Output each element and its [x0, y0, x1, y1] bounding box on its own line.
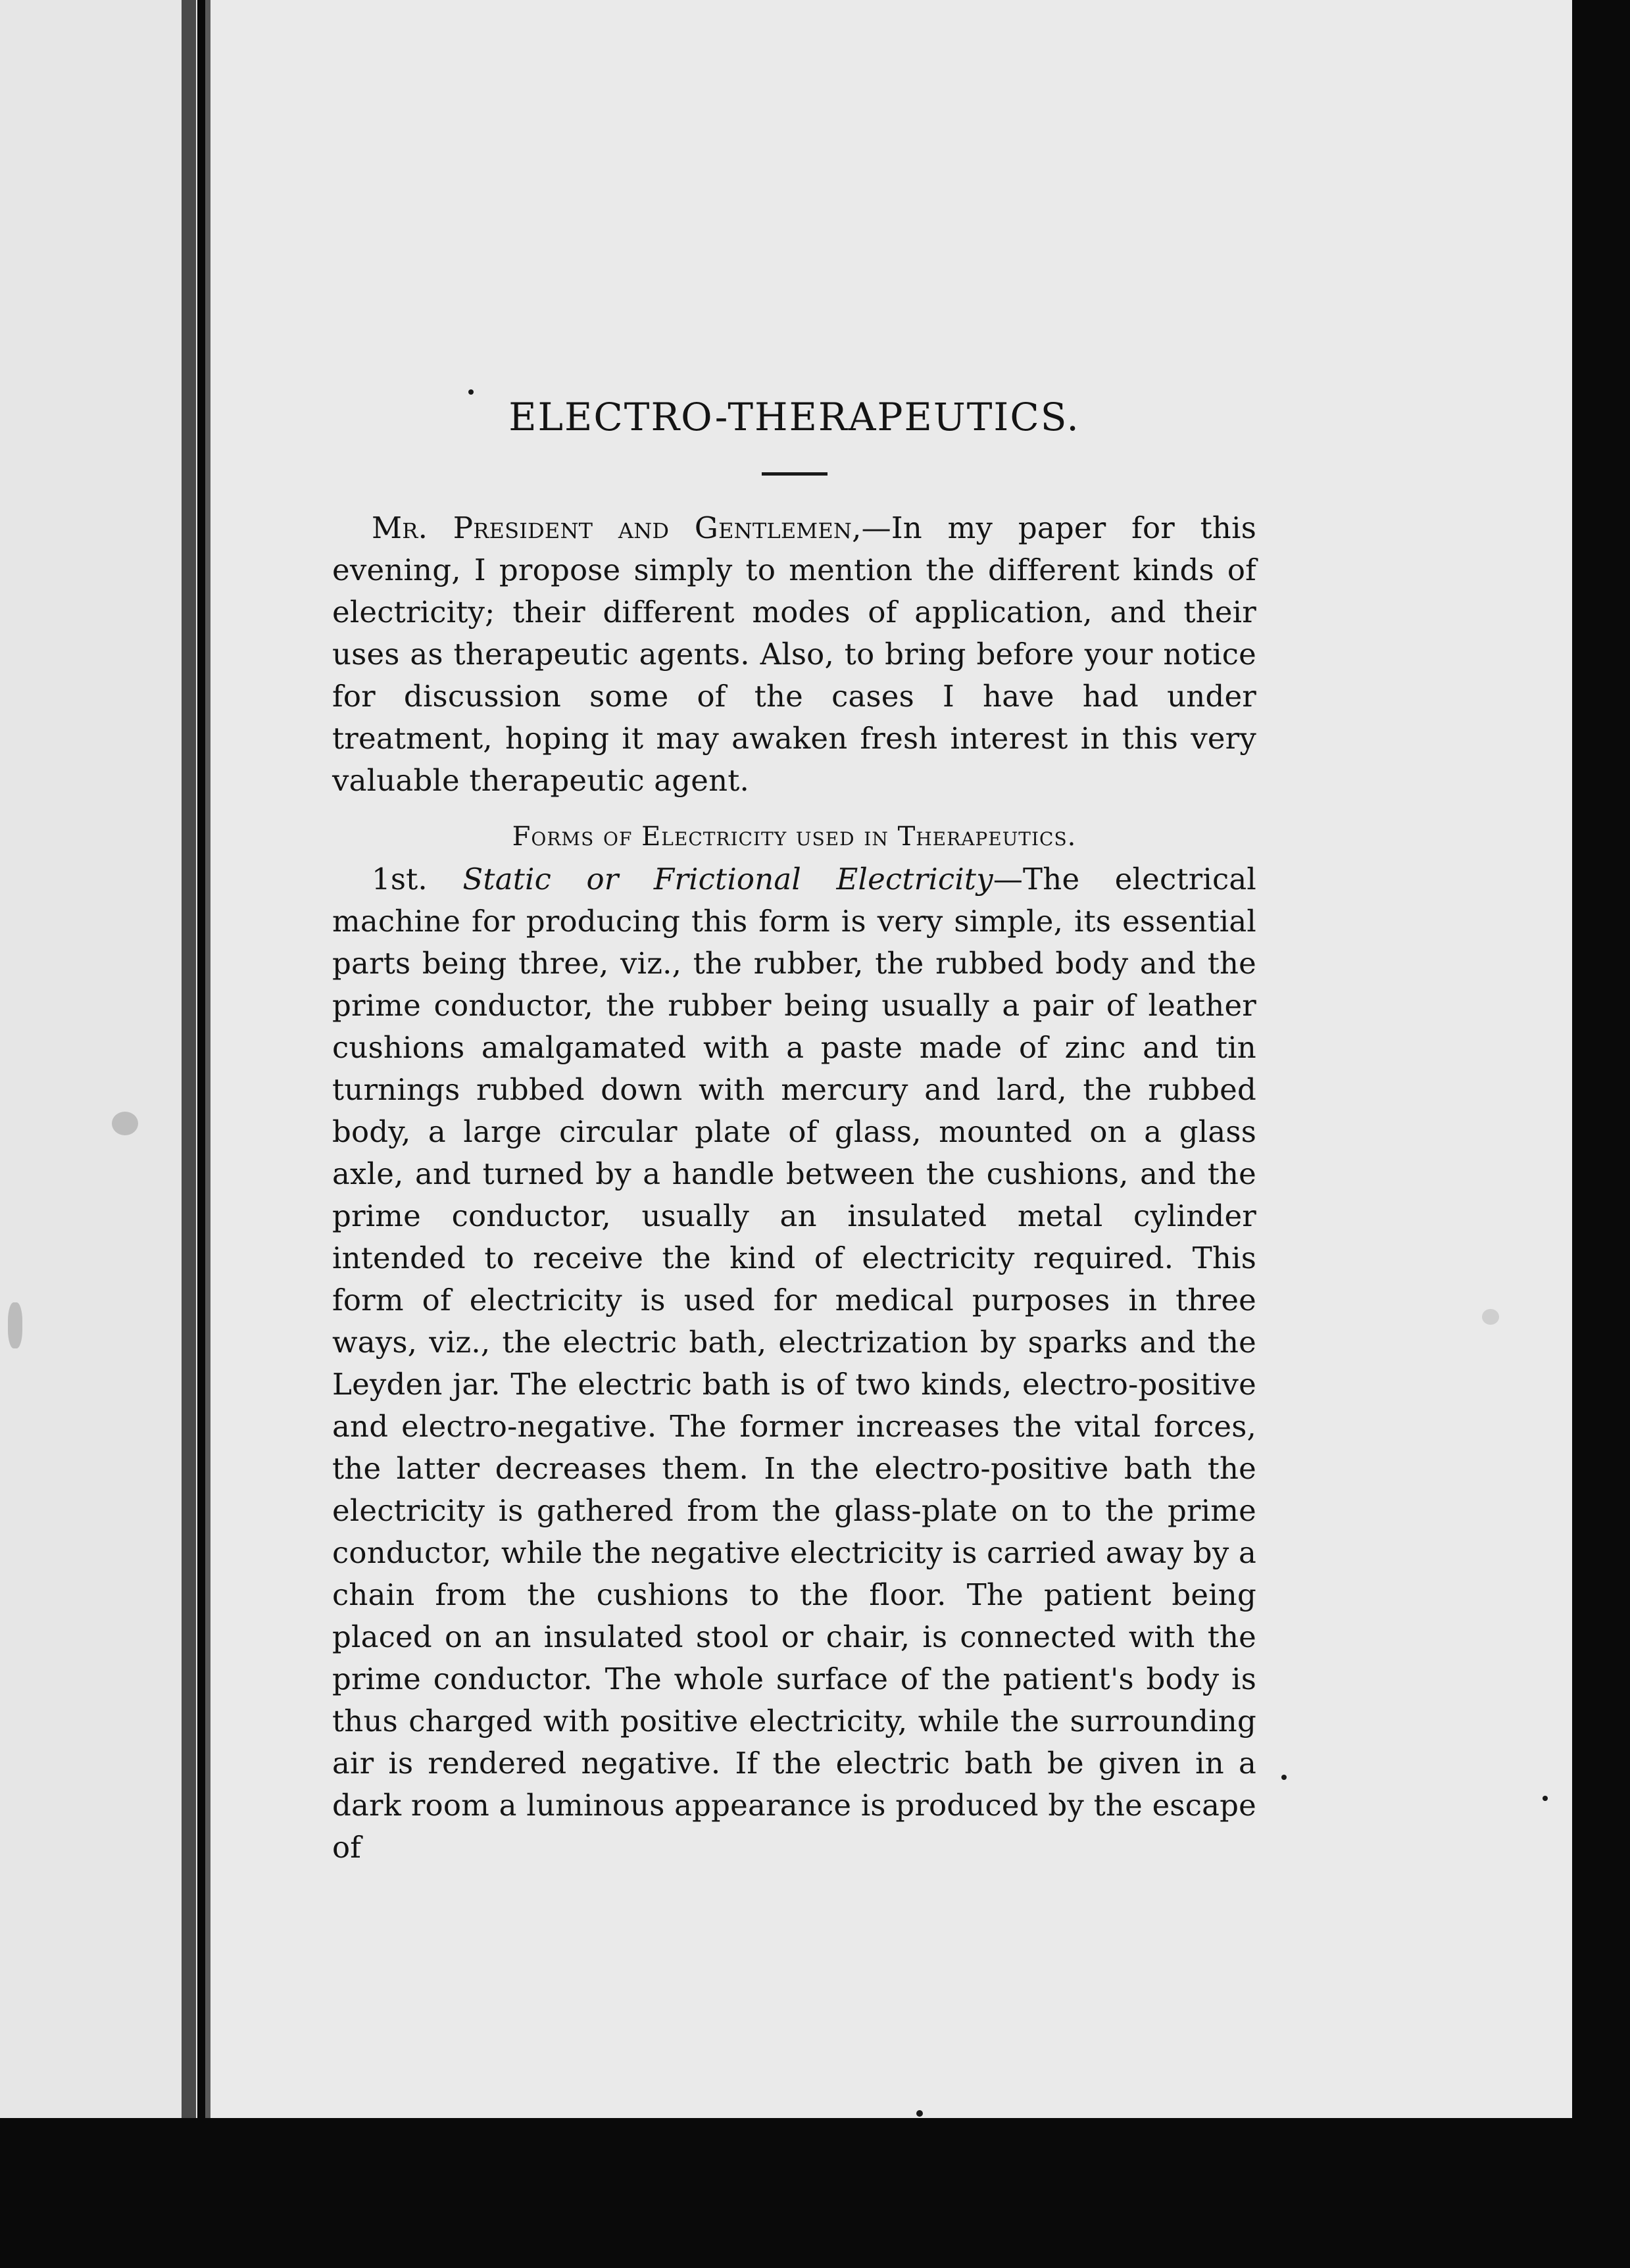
scan-speck [1482, 1309, 1499, 1325]
page-title: ELECTRO-THERAPEUTICS. [508, 395, 1080, 439]
salutation: Mr. President and Gentlemen, [372, 510, 862, 545]
gutter-shadow [182, 0, 196, 2118]
scan-speck [1281, 1775, 1287, 1780]
scan-speck [916, 2110, 923, 2117]
intro-text: —In my paper for this evening, I propose simply to mention the different kinds of electricity; their different modes of application, and their uses as therapeutic agents. Also, to bring before your notice for discussion some of the cases I have had under treatment, hoping it may awaken fresh interest in this very valuable therapeutic agent. [332, 510, 1256, 798]
scan-speck [8, 1302, 22, 1348]
section-text: —The electrical machine for producing this form is very simple, its essential parts being three, viz., the rubber, the rubbed body and the prime conductor, the rubber being usually a pair of leather cushions amalgamated with a paste made of zinc and tin turnings rubbed down with mercury and lard, the rubbed body, a large circular plate of glass, mounted on a glass axle, and turned by a handle between the cushions, and the prime conductor, usually an insulated metal cylinder intended to receive the kind of electricity required. This form of electricity is used for medical purposes in three ways, viz., the electric bath, electrization by sparks and the Leyden jar. The electric bath is of two kinds, electro-positive and electro-negative. The former increases the vital forces, the latter decreases them. In the electro-positive bath the electricity is gathered from the glass-plate on to the prime conductor, while the negative electricity is carried away by a chain from the cushions to the floor. The patient being placed on an insulated stool or chair, is connected with the prime conductor. The whole surface of the patient's body is thus charged with positive electricity, while the surrounding air is rendered negative. If the electric bath be given in a dark room a luminous appearance is produced by the escape of [332, 861, 1256, 1865]
scan-speck [1543, 1796, 1548, 1801]
scan-border-right [1572, 0, 1630, 2268]
section-number: 1st. [372, 861, 428, 897]
title-rule [762, 472, 827, 476]
section-subtitle: Static or Frictional Electricity [462, 861, 993, 897]
section-paragraph [332, 858, 1256, 1869]
scan-speck [112, 1112, 138, 1135]
intro-paragraph [332, 507, 1256, 802]
gutter-edge [205, 0, 210, 2118]
book-spine-margin [0, 0, 197, 2268]
section-heading: Forms of Electricity used in Therapeutics. [512, 821, 1077, 852]
scan-border-bottom [0, 2118, 1630, 2268]
page-text [332, 395, 1256, 1869]
scan-speck [468, 389, 474, 395]
